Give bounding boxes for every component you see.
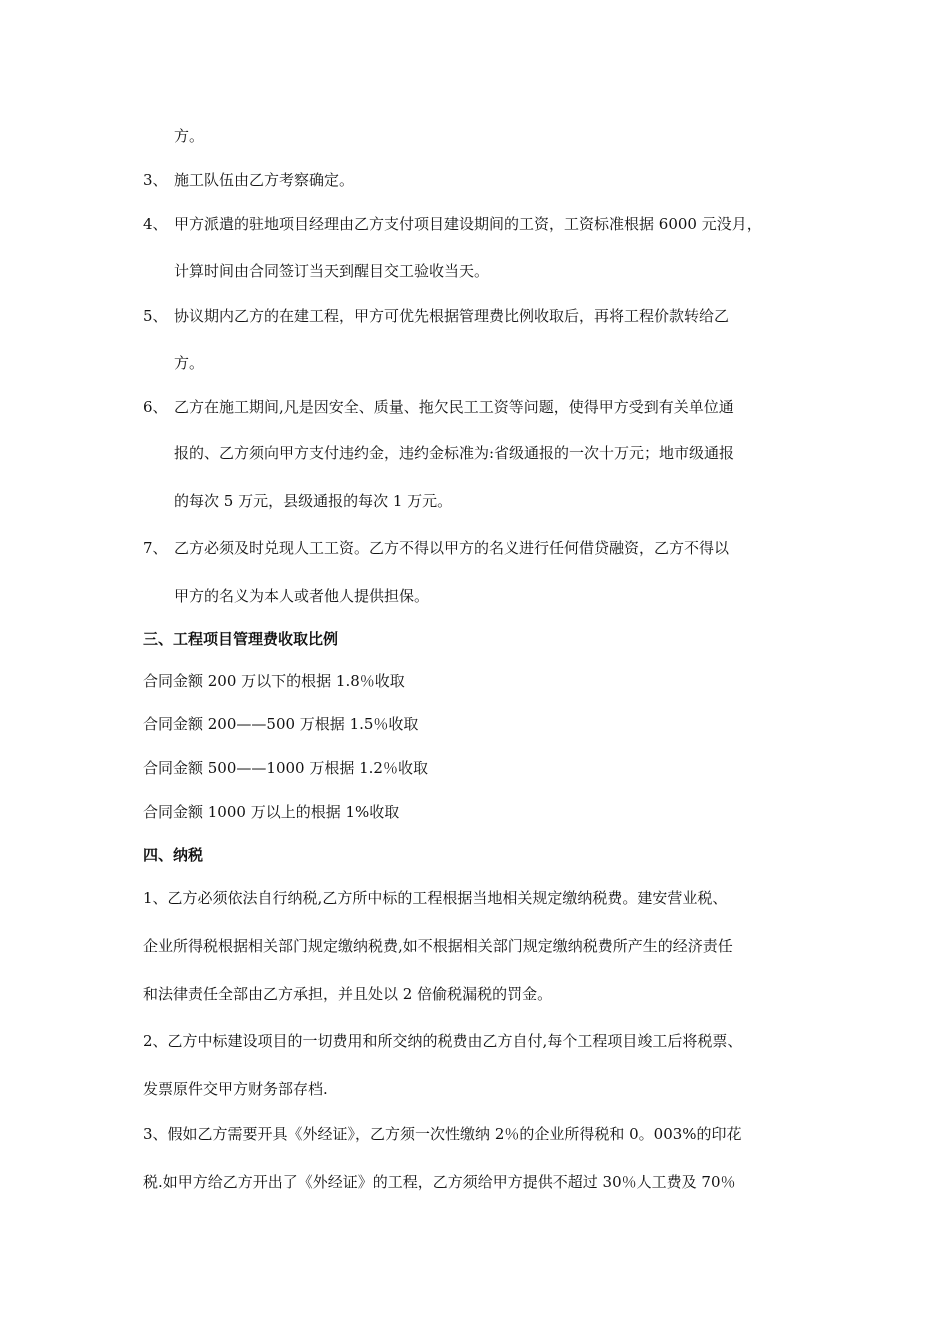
item-number: 5、 — [143, 307, 168, 325]
item-number: 7、 — [143, 539, 168, 557]
item-text: 甲方派遣的驻地项目经理由乙方支付项目建设期间的工资，工资标准根据 6000 元没月， — [174, 215, 762, 233]
line-text: 税.如甲方给乙方开出了《外经证》的工程，乙方须给甲方提供不超过 30％人工费及 70％ — [143, 1173, 736, 1191]
item-number: 4、 — [143, 215, 168, 233]
line-text: 3、假如乙方需要开具《外经证》，乙方须一次性缴纳 2％的企业所得税和 0。003%的印花 — [143, 1125, 742, 1143]
item-text: 乙方必须及时兑现人工工资。乙方不得以甲方的名义进行任何借贷融资，乙方不得以 — [174, 539, 730, 557]
item-text: 施工队伍由乙方考察确定。 — [174, 171, 355, 189]
line-text: 发票原件交甲方财务部存档. — [143, 1080, 328, 1098]
line-text: 合同金额 200——500 万根据 1.5％收取 — [143, 715, 419, 733]
line-text: 甲方的名义为本人或者他人提供担保。 — [174, 587, 430, 605]
item-text: 协议期内乙方的在建工程，甲方可优先根据管理费比例收取后，再将工程价款转给乙 — [174, 307, 730, 325]
line-text: 2、乙方中标建设项目的一切费用和所交纳的税费由乙方自付,每个工程项目竣工后将税票、 — [143, 1032, 743, 1050]
line-text: 报的、乙方须向甲方支付违约金，违约金标准为:省级通报的一次十万元；地市级通报 — [174, 444, 735, 462]
line-text: 合同金额 200 万以下的根据 1.8％收取 — [143, 672, 405, 690]
line-text: 方。 — [174, 127, 205, 145]
line-text: 合同金额 1000 万以上的根据 1%收取 — [143, 803, 400, 821]
item-text: 乙方在施工期间,凡是因安全、质量、拖欠民工工资等问题，使得甲方受到有关单位通 — [174, 398, 734, 416]
item-number: 6、 — [143, 398, 168, 416]
line-text: 计算时间由合同签订当天到醒目交工验收当天。 — [174, 262, 490, 280]
heading-text: 三、工程项目管理费收取比例 — [143, 630, 339, 648]
line-text: 1、乙方必须依法自行纳税,乙方所中标的工程根据当地相关规定缴纳税费。建安营业税、 — [143, 889, 728, 907]
line-text: 的每次 5 万元，县级通报的每次 1 万元。 — [174, 492, 453, 510]
item-number: 3、 — [143, 171, 168, 189]
line-text: 和法律责任全部由乙方承担，并且处以 2 倍偷税漏税的罚金。 — [143, 985, 553, 1003]
heading-text: 四、纳税 — [143, 846, 204, 864]
line-text: 合同金额 500——1000 万根据 1.2％收取 — [143, 759, 428, 777]
line-text: 方。 — [174, 354, 205, 372]
line-text: 企业所得税根据相关部门规定缴纳税费,如不根据相关部门规定缴纳税费所产生的经济责任 — [143, 937, 733, 955]
